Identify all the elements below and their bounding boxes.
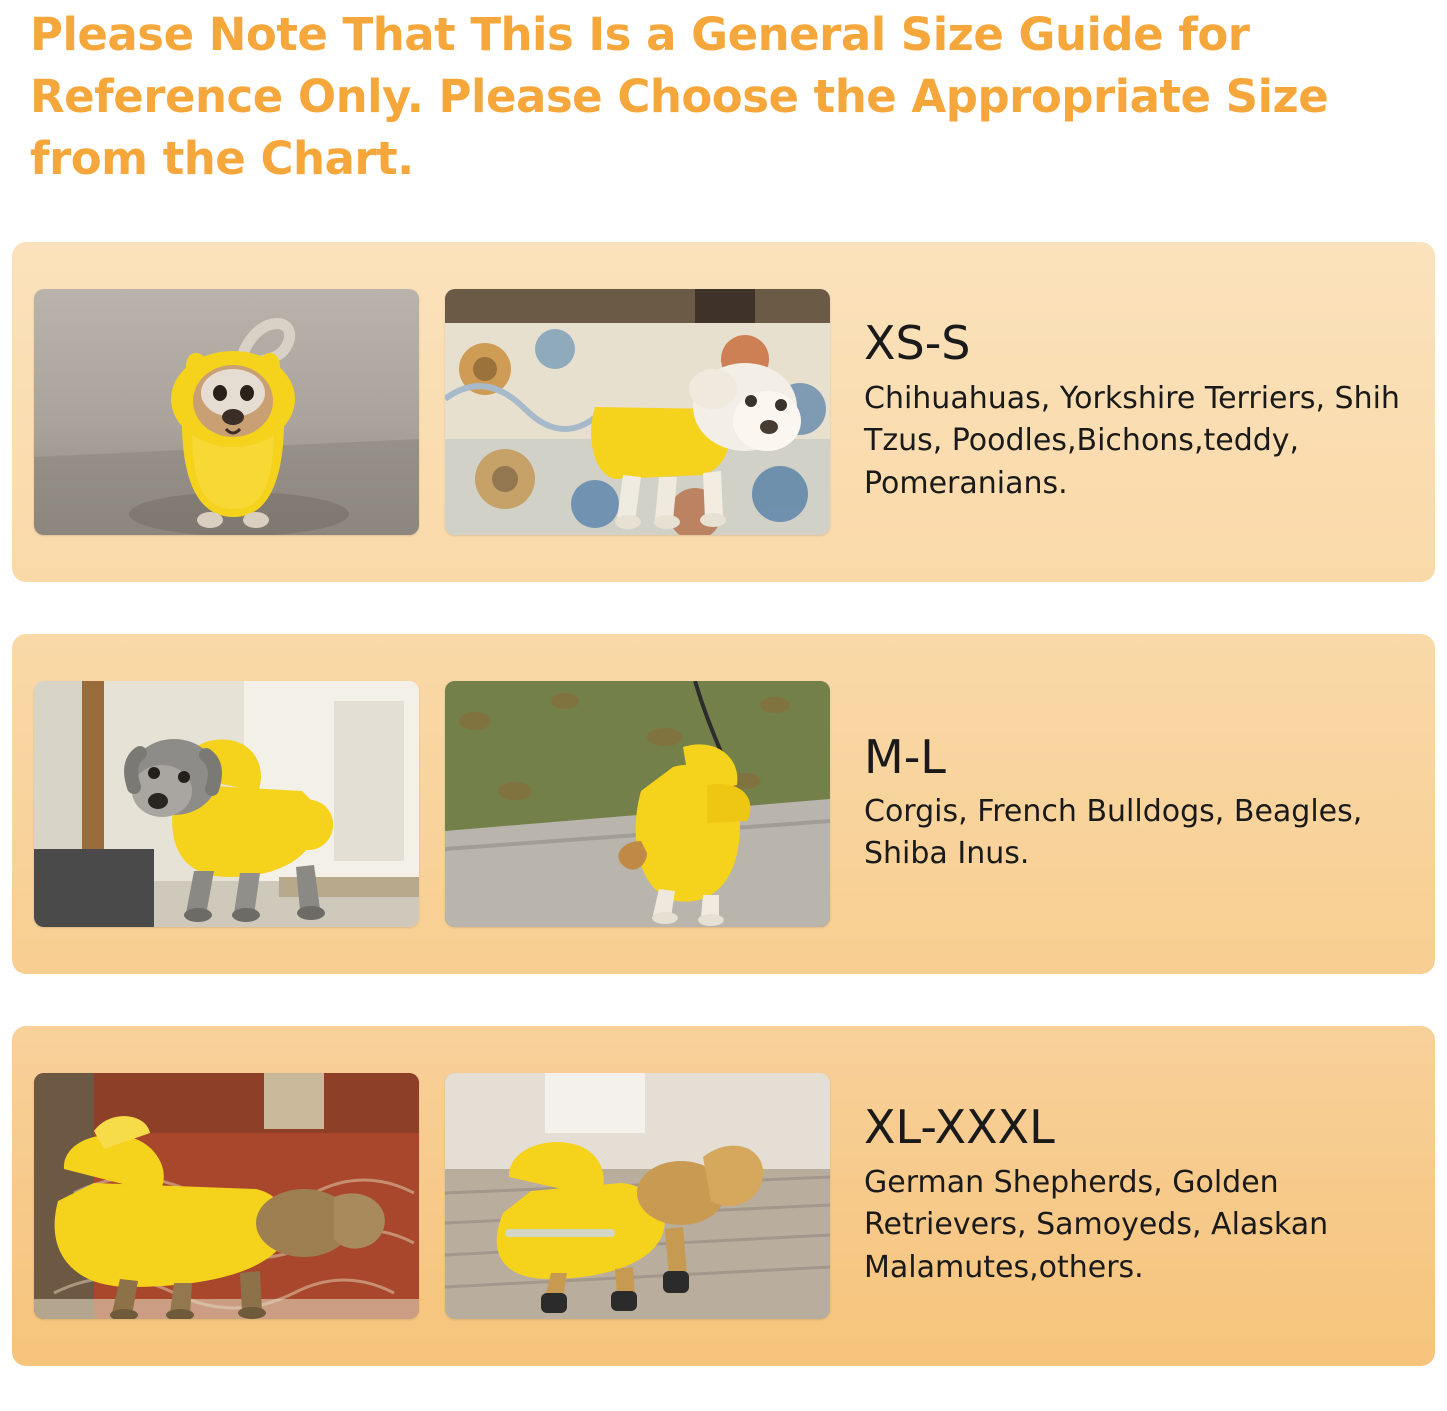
size-breeds: Corgis, French Bulldogs, Beagles, Shiba Inus. — [864, 793, 1363, 872]
size-row — [12, 634, 1435, 974]
size-breeds: Chihuahuas, Yorkshire Terriers, Shih Tzus, Poodles,Bichons,teddy, Pomeranians. — [864, 380, 1400, 501]
size-breeds: German Shepherds, Golden Retrievers, Samoyeds, Alaskan Malamutes,others. — [864, 1164, 1329, 1285]
photo-xl-xxxl-1 — [34, 1073, 419, 1319]
size-label: M-L — [864, 729, 946, 784]
photo-m-l-1 — [34, 681, 419, 927]
photo-xl-xxxl-2 — [445, 1073, 830, 1319]
size-label: XL-XXXL — [864, 1100, 1055, 1155]
size-label: XS-S — [864, 316, 971, 371]
size-rows — [12, 242, 1435, 1366]
photo-xs-s-1 — [34, 289, 419, 535]
size-text-m-l — [864, 729, 1413, 876]
size-row — [12, 242, 1435, 582]
photo-m-l-2 — [445, 681, 830, 927]
photo-xs-s-2 — [445, 289, 830, 535]
size-row — [12, 1026, 1435, 1366]
page-title: Please Note That This Is a General Size Guide for Reference Only. Please Choose the Appropriate Size from the Chart. — [30, 8, 1329, 186]
size-text-xs-s — [864, 316, 1413, 505]
size-text-xl-xxxl — [864, 1100, 1413, 1289]
